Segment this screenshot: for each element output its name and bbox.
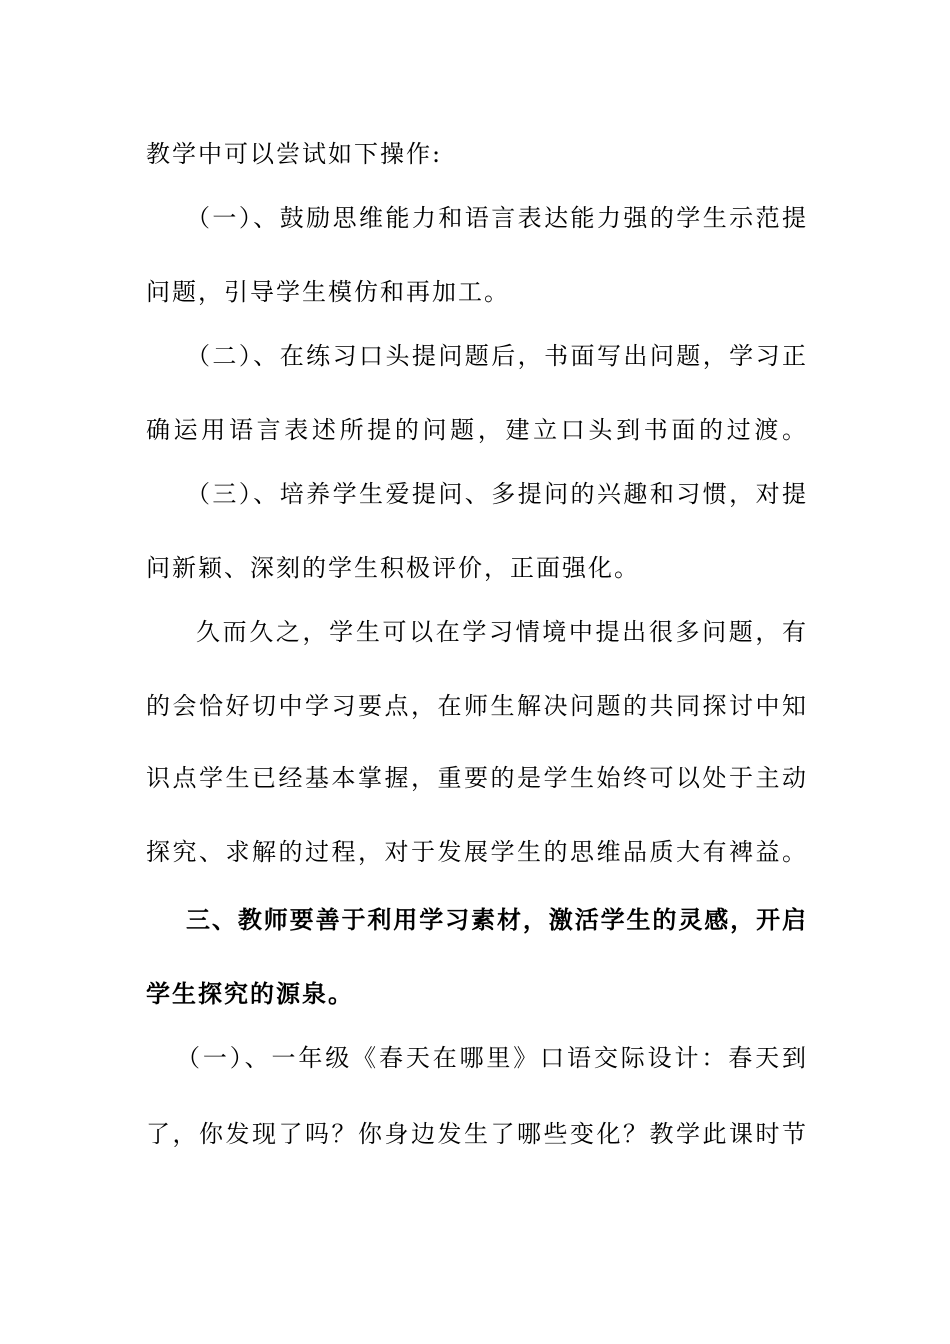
paragraph-line-item-3-end: 问新颖、深刻的学生积极评价，正面强化。 [146,554,640,582]
paragraph-line-example-2: 了，你发现了吗？你身边发生了哪些变化？教学此课时节 [146,1120,806,1148]
paragraph-line-intro: 教学中可以尝试如下操作: [146,140,443,168]
paragraph-line-item-3-start: （三）、培养学生爱提问、多提问的兴趣和习惯，对提 [186,480,806,508]
paragraph-line-summary-2: 的会恰好切中学习要点，在师生解决问题的共同探讨中知 [146,692,806,720]
paragraph-line-summary-1: 久而久之，学生可以在学习情境中提出很多问题，有 [196,618,806,646]
paragraph-line-item-2-start: （二）、在练习口头提问题后，书面写出问题，学习正 [186,342,806,370]
section-heading-3-end: 学生探究的源泉。 [146,979,354,1008]
paragraph-line-item-1-start: （一）、鼓励思维能力和语言表达能力强的学生示范提 [186,204,806,232]
paragraph-line-summary-3: 识点学生已经基本掌握，重要的是学生始终可以处于主动 [146,764,806,792]
paragraph-line-item-2-end: 确运用语言表述所提的问题，建立口头到书面的过渡。 [146,416,806,444]
paragraph-line-item-1-end: 问题，引导学生模仿和再加工。 [146,278,510,306]
section-heading-3-start: 三、教师要善于利用学习素材，激活学生的灵感，开启 [186,905,806,934]
paragraph-line-example-1: （一）、一年级《春天在哪里》口语交际设计：春天到 [176,1044,806,1072]
paragraph-line-summary-4: 探究、求解的过程，对于发展学生的思维品质大有裨益。 [146,838,806,866]
